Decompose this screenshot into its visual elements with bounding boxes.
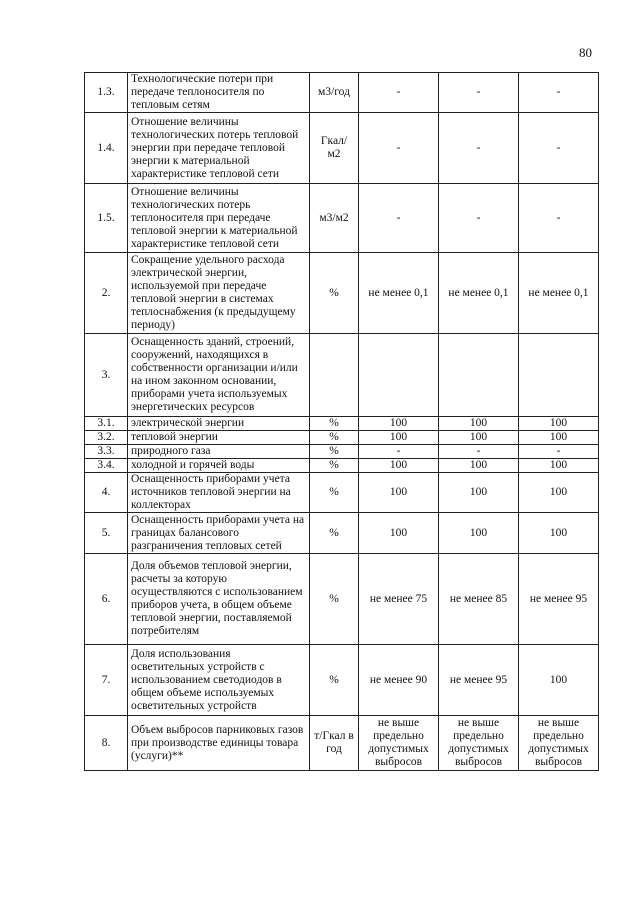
indicator-name: Доля объемов тепловой энергии, расчеты за которую осуществляются с использованием приборов учета, в общем объеме тепловой энергии, поставляемой потребителям xyxy=(128,554,310,645)
table-row xyxy=(85,473,599,513)
row-number: 3.4. xyxy=(85,459,128,473)
indicator-name: Оснащенность приборами учета источников тепловой энергии на коллекторах xyxy=(128,473,310,513)
table-row xyxy=(85,73,599,113)
value-cell: 100 xyxy=(359,417,439,431)
value-cell: 100 xyxy=(519,513,599,554)
row-number: 6. xyxy=(85,554,128,645)
indicator-name: Отношение величины технологических потерь теплоносителя при передаче тепловой энергии к материальной характеристике тепловой сети xyxy=(128,184,310,253)
value-cell: - xyxy=(359,445,439,459)
value-cell: 100 xyxy=(519,459,599,473)
unit-cell xyxy=(310,334,359,417)
row-number: 2. xyxy=(85,253,128,334)
value-cell: не менее 0,1 xyxy=(439,253,519,334)
value-cell: - xyxy=(439,184,519,253)
value-cell: 100 xyxy=(519,431,599,445)
table-row xyxy=(85,417,599,431)
unit-cell: % xyxy=(310,459,359,473)
unit-cell: т/Гкал в год xyxy=(310,716,359,771)
value-cell: не выше предельно допустимых выбросов xyxy=(359,716,439,771)
table-row xyxy=(85,445,599,459)
value-cell: 100 xyxy=(359,473,439,513)
indicator-name: Отношение величины технологических потерь тепловой энергии при передаче тепловой энергии к материальной характеристике тепловой сети xyxy=(128,113,310,184)
value-cell: не менее 0,1 xyxy=(519,253,599,334)
value-cell: - xyxy=(439,445,519,459)
value-cell: - xyxy=(439,73,519,113)
indicator-name: Сокращение удельного расхода электрической энергии, используемой при передаче тепловой энергии в системах теплоснабжения (к предыдущему периоду) xyxy=(128,253,310,334)
indicator-name: холодной и горячей воды xyxy=(128,459,310,473)
value-cell: 100 xyxy=(439,459,519,473)
value-cell: - xyxy=(439,113,519,184)
row-number: 1.3. xyxy=(85,73,128,113)
unit-cell: м3/год xyxy=(310,73,359,113)
indicator-name: Оснащенность приборами учета на границах балансового разграничения тепловых сетей xyxy=(128,513,310,554)
value-cell: не менее 85 xyxy=(439,554,519,645)
indicators-table-body xyxy=(85,73,599,771)
value-cell: 100 xyxy=(439,513,519,554)
value-cell: - xyxy=(359,184,439,253)
unit-cell: Гкал/ м2 xyxy=(310,113,359,184)
value-cell xyxy=(359,334,439,417)
row-number: 1.4. xyxy=(85,113,128,184)
indicator-name: Оснащенность зданий, строений, сооружений, находящихся в собственности организации и/или на ином законном основании, приборами учета используемых энергетических ресурсов xyxy=(128,334,310,417)
value-cell: не выше предельно допустимых выбросов xyxy=(439,716,519,771)
row-number: 3. xyxy=(85,334,128,417)
value-cell: 100 xyxy=(359,431,439,445)
value-cell: 100 xyxy=(519,473,599,513)
value-cell: - xyxy=(359,73,439,113)
indicator-name: Технологические потери при передаче теплоносителя по тепловым сетям xyxy=(128,73,310,113)
table-row xyxy=(85,184,599,253)
row-number: 5. xyxy=(85,513,128,554)
row-number: 3.3. xyxy=(85,445,128,459)
unit-cell: % xyxy=(310,645,359,716)
value-cell: не выше предельно допустимых выбросов xyxy=(519,716,599,771)
value-cell: - xyxy=(519,113,599,184)
indicators-table xyxy=(84,72,599,771)
unit-cell: % xyxy=(310,513,359,554)
value-cell: 100 xyxy=(439,473,519,513)
value-cell: не менее 95 xyxy=(519,554,599,645)
table-row xyxy=(85,513,599,554)
table-row xyxy=(85,554,599,645)
value-cell xyxy=(519,334,599,417)
indicator-name: Объем выбросов парниковых газов при производстве единицы товара (услуги)** xyxy=(128,716,310,771)
row-number: 4. xyxy=(85,473,128,513)
value-cell: не менее 0,1 xyxy=(359,253,439,334)
row-number: 3.2. xyxy=(85,431,128,445)
table-row xyxy=(85,334,599,417)
unit-cell: % xyxy=(310,445,359,459)
row-number: 8. xyxy=(85,716,128,771)
value-cell: не менее 90 xyxy=(359,645,439,716)
indicator-name: электрической энергии xyxy=(128,417,310,431)
page-number: 80 xyxy=(579,45,592,60)
value-cell: - xyxy=(519,73,599,113)
table-row xyxy=(85,431,599,445)
row-number: 7. xyxy=(85,645,128,716)
unit-cell: % xyxy=(310,417,359,431)
value-cell: 100 xyxy=(519,417,599,431)
unit-cell: % xyxy=(310,473,359,513)
value-cell: 100 xyxy=(439,417,519,431)
indicator-name: природного газа xyxy=(128,445,310,459)
value-cell: 100 xyxy=(359,459,439,473)
value-cell: - xyxy=(519,445,599,459)
table-row xyxy=(85,645,599,716)
table-row xyxy=(85,113,599,184)
row-number: 3.1. xyxy=(85,417,128,431)
value-cell xyxy=(439,334,519,417)
table-row xyxy=(85,716,599,771)
value-cell: 100 xyxy=(359,513,439,554)
unit-cell: % xyxy=(310,554,359,645)
unit-cell: % xyxy=(310,253,359,334)
table-row xyxy=(85,459,599,473)
value-cell: не менее 95 xyxy=(439,645,519,716)
indicator-name: тепловой энергии xyxy=(128,431,310,445)
indicator-name: Доля использования осветительных устройств с использованием светодиодов в общем объеме используемых осветительных устройств xyxy=(128,645,310,716)
value-cell: не менее 75 xyxy=(359,554,439,645)
value-cell: - xyxy=(359,113,439,184)
table-row xyxy=(85,253,599,334)
value-cell: 100 xyxy=(439,431,519,445)
value-cell: - xyxy=(519,184,599,253)
row-number: 1.5. xyxy=(85,184,128,253)
value-cell: 100 xyxy=(519,645,599,716)
unit-cell: м3/м2 xyxy=(310,184,359,253)
unit-cell: % xyxy=(310,431,359,445)
